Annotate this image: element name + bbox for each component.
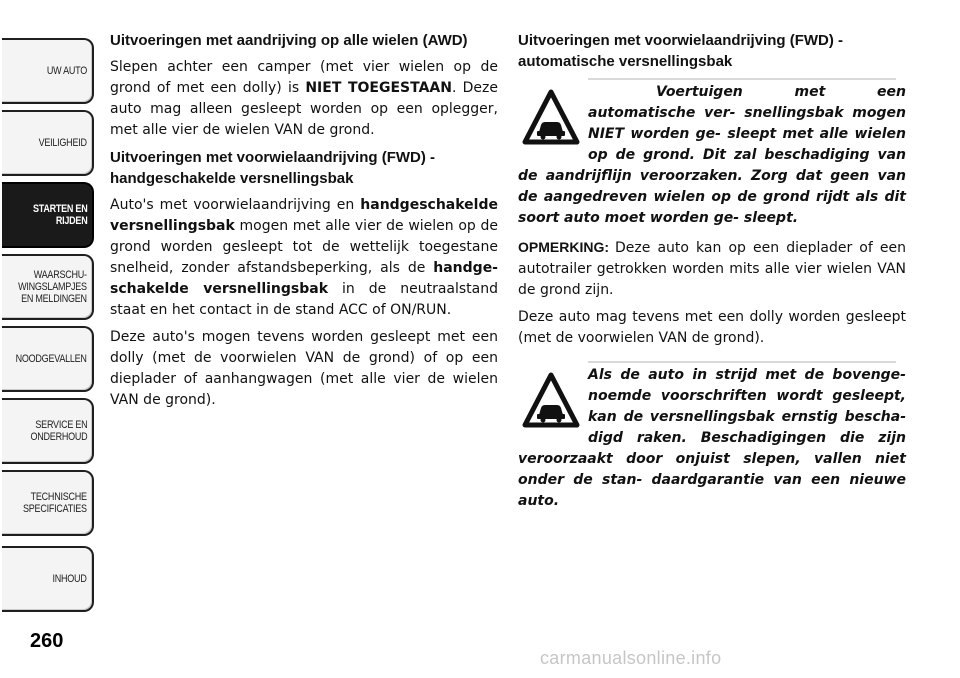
tab-label: TECHNISCHE SPECIFICATIES	[23, 491, 87, 515]
tab-starten-en-rijden[interactable]	[2, 182, 94, 248]
tab-service-en-onderhoud[interactable]	[2, 398, 94, 464]
paragraph-dolly: Deze auto's mogen tevens worden gesleept met een dolly (met de voorwielen VAN de grond) of op een dieplader of aanhangwagen (met alle vier de wielen VAN de grond).	[110, 329, 498, 408]
note-paragraph: OPMERKING: Deze auto kan op een dieplader of een autotrailer getrokken worden mits alle vier wielen VAN de grond zijn.	[518, 239, 906, 298]
tab-noodgevallen[interactable]	[2, 326, 94, 392]
tab-label: WAARSCHU- WINGSLAMPJES EN MELDINGEN	[18, 269, 87, 305]
warning-box-2	[518, 361, 906, 512]
tab-label: VEILIGHEID	[38, 137, 87, 149]
left-column	[110, 30, 498, 417]
warning-text-1: Voertuigen met een automatische ver- snellingsbak mogen NIET worden ge- sleept met alle wielen op de grond. Dit zal beschadiging van de aandrijflijn veroorzaken. Zorg dat geen van de aangedreven wielen op de grond rijdt als dit soort auto moet worden ge- sleept.	[518, 84, 907, 226]
tab-label: INHOUD	[52, 573, 87, 585]
paragraph-awd: Slepen achter een camper (met vier wielen op de grond of met een dolly) is NIET TOEGESTAAN. Deze auto mag alleen gesleept worden op een oplegger, met alle vier de wielen VAN de grond.	[110, 59, 498, 138]
heading-fwd-automatic: Uitvoeringen met voorwielaandrijving (FWD) - automatische versnellingsbak	[518, 32, 844, 70]
paragraph-fwd-manual: Auto's met voorwielaandrijving en handgeschakelde versnellingsbak mogen met alle vier de wielen op de grond worden gesleept tot de wettelijk toegestane snelheid, zonder afstandsbeperking, als de handge- schakelde versnellingsbak in de neutraalstand staat en het contact in de stand ACC of ON/RUN.	[110, 197, 498, 318]
warning-car-icon	[522, 371, 580, 431]
tab-label: SERVICE EN ONDERHOUD	[30, 419, 87, 443]
tab-inhoud[interactable]	[2, 546, 94, 612]
heading-fwd-manual: Uitvoeringen met voorwielaandrijving (FWD) - handgeschakelde versnellingsbak	[110, 149, 436, 187]
page-number: 260	[30, 630, 64, 652]
tab-technische-specificaties[interactable]	[2, 470, 94, 536]
tab-veiligheid[interactable]	[2, 110, 94, 176]
right-column	[518, 30, 906, 520]
warning-car-icon	[522, 88, 580, 148]
tab-label: STARTEN EN RIJDEN	[32, 203, 87, 227]
paragraph-dolly-fwd: Deze auto mag tevens met een dolly worden gesleept (met de voorwielen VAN de grond).	[518, 309, 906, 346]
watermark: carmanualsonline.info	[540, 648, 722, 668]
heading-awd: Uitvoeringen met aandrijving op alle wielen (AWD)	[110, 32, 468, 49]
tab-uw-auto[interactable]	[2, 38, 94, 104]
divider	[588, 361, 896, 363]
tab-label: NOODGEVALLEN	[15, 353, 87, 365]
tab-label: UW AUTO	[46, 65, 87, 77]
emphasis-not-allowed: NIET TOEGESTAAN	[305, 80, 452, 96]
warning-box-1	[518, 78, 906, 229]
tab-waarschuwingslampjes[interactable]	[2, 254, 94, 320]
divider	[588, 78, 896, 80]
warning-text-2: Als de auto in strijd met de bovenge- noemde voorschriften wordt gesleept, kan de versnellingsbak ernstig bescha- digd raken. Beschadigingen die zijn veroorzaakt door onjuist slepen, vallen niet onder de stan- daardgarantie van een nieuwe auto.	[518, 367, 906, 509]
chapter-tabs	[0, 0, 100, 640]
